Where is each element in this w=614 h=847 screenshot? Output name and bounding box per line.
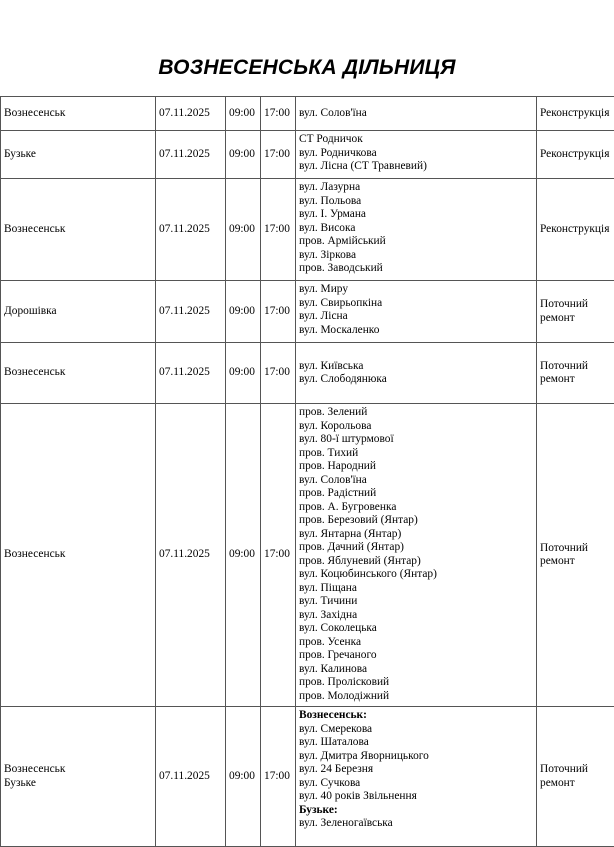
street-item: вул. Слободянюка — [299, 373, 533, 387]
start-time-cell: 09:00 — [226, 97, 261, 131]
date-cell: 07.11.2025 — [156, 179, 226, 281]
table-row — [1, 281, 614, 343]
street-item: Вознесенськ: — [299, 709, 533, 723]
street-item: вул. Коцюбинського (Янтар) — [299, 568, 533, 582]
settlement-cell — [1, 97, 156, 131]
street-item: пров. Гречаного — [299, 649, 533, 663]
street-item: вул. Соколецька — [299, 622, 533, 636]
start-time-cell: 09:00 — [226, 404, 261, 707]
start-time-cell: 09:00 — [226, 707, 261, 847]
street-item: пров. Народний — [299, 460, 533, 474]
street-item: вул. Шаталова — [299, 736, 533, 750]
end-time-cell: 17:00 — [261, 179, 296, 281]
work-type-cell: Поточний ремонт — [537, 707, 614, 847]
street-item: пров. Зелений — [299, 406, 533, 420]
street-item: вул. Піщана — [299, 582, 533, 596]
street-item: вул. Київська — [299, 360, 533, 374]
street-item: Бузьке: — [299, 804, 533, 818]
street-item: вул. Лісна — [299, 310, 533, 324]
streets-cell — [296, 97, 537, 131]
work-type-cell: Поточний ремонт — [537, 404, 614, 707]
street-item: вул. Лісна (СТ Травневий) — [299, 160, 533, 174]
street-item: вул. І. Урмана — [299, 208, 533, 222]
work-type-cell: Поточний ремонт — [537, 281, 614, 343]
streets-cell — [296, 707, 537, 847]
street-item: СТ Родничок — [299, 133, 533, 147]
street-item: вул. Дмитра Яворницького — [299, 750, 533, 764]
start-time-cell: 09:00 — [226, 281, 261, 343]
date-cell: 07.11.2025 — [156, 281, 226, 343]
settlement-name: Дорошівка — [4, 305, 152, 319]
streets-cell — [296, 404, 537, 707]
table-row — [1, 404, 614, 707]
end-time-cell: 17:00 — [261, 131, 296, 179]
street-item: пров. Усенка — [299, 636, 533, 650]
street-item: пров. Пролісковий — [299, 676, 533, 690]
street-item: вул. Москаленко — [299, 324, 533, 338]
settlement-cell — [1, 179, 156, 281]
street-item: пров. Радістний — [299, 487, 533, 501]
streets-cell — [296, 179, 537, 281]
settlement-name: Вознесенськ — [4, 223, 152, 237]
end-time-cell: 17:00 — [261, 404, 296, 707]
outage-schedule-table — [0, 96, 614, 847]
street-item: вул. Корольова — [299, 420, 533, 434]
street-item: вул. Янтарна (Янтар) — [299, 528, 533, 542]
table-row — [1, 131, 614, 179]
page-title: ВОЗНЕСЕНСЬКА ДІЛЬНИЦЯ — [0, 56, 614, 80]
street-item: вул. Зіркова — [299, 249, 533, 263]
work-type-cell: Реконструкція — [537, 179, 614, 281]
table-row — [1, 707, 614, 847]
settlement-cell — [1, 404, 156, 707]
work-type-cell: Реконструкція — [537, 131, 614, 179]
street-item: вул. Польова — [299, 195, 533, 209]
street-item: пров. Березовий (Янтар) — [299, 514, 533, 528]
street-item: пров. А. Бугровенка — [299, 501, 533, 515]
end-time-cell: 17:00 — [261, 97, 296, 131]
end-time-cell: 17:00 — [261, 707, 296, 847]
street-item: вул. Солов'їна — [299, 474, 533, 488]
street-item: пров. Дачний (Янтар) — [299, 541, 533, 555]
street-item: пров. Яблуневий (Янтар) — [299, 555, 533, 569]
street-item: пров. Тихий — [299, 447, 533, 461]
date-cell: 07.11.2025 — [156, 404, 226, 707]
work-type-cell: Поточний ремонт — [537, 343, 614, 404]
date-cell: 07.11.2025 — [156, 343, 226, 404]
table-row — [1, 179, 614, 281]
table-body — [1, 97, 614, 847]
street-item: пров. Заводський — [299, 262, 533, 276]
streets-cell — [296, 343, 537, 404]
street-item: вул. Родничкова — [299, 147, 533, 161]
date-cell: 07.11.2025 — [156, 97, 226, 131]
work-type-cell: Реконструкція — [537, 97, 614, 131]
settlement-name: Бузьке — [4, 777, 152, 791]
settlement-cell — [1, 131, 156, 179]
street-item: вул. Калинова — [299, 663, 533, 677]
settlement-cell — [1, 343, 156, 404]
street-item: пров. Армійський — [299, 235, 533, 249]
start-time-cell: 09:00 — [226, 131, 261, 179]
settlement-name: Вознесенськ — [4, 107, 152, 121]
street-item: вул. Західна — [299, 609, 533, 623]
start-time-cell: 09:00 — [226, 179, 261, 281]
start-time-cell: 09:00 — [226, 343, 261, 404]
street-item: вул. 24 Березня — [299, 763, 533, 777]
table-row — [1, 343, 614, 404]
streets-cell — [296, 131, 537, 179]
street-item: вул. Висока — [299, 222, 533, 236]
end-time-cell: 17:00 — [261, 343, 296, 404]
settlement-name: Вознесенськ — [4, 366, 152, 380]
settlement-name: Бузьке — [4, 148, 152, 162]
street-item: вул. Лазурна — [299, 181, 533, 195]
street-item: вул. 40 років Звільнення — [299, 790, 533, 804]
street-item: вул. Сучкова — [299, 777, 533, 791]
streets-cell — [296, 281, 537, 343]
date-cell: 07.11.2025 — [156, 131, 226, 179]
street-item: вул. Тичини — [299, 595, 533, 609]
settlement-name: Вознесенськ — [4, 763, 152, 777]
street-item: вул. 80-ї штурмової — [299, 433, 533, 447]
street-item: вул. Свирьопкіна — [299, 297, 533, 311]
street-item: вул. Миру — [299, 283, 533, 297]
settlement-cell — [1, 707, 156, 847]
street-item: пров. Молодіжний — [299, 690, 533, 704]
date-cell: 07.11.2025 — [156, 707, 226, 847]
table-row — [1, 97, 614, 131]
settlement-cell — [1, 281, 156, 343]
settlement-name: Вознесенськ — [4, 548, 152, 562]
end-time-cell: 17:00 — [261, 281, 296, 343]
street-item: вул. Зеленогаївська — [299, 817, 533, 831]
street-item: вул. Смерекова — [299, 723, 533, 737]
street-item: вул. Солов'їна — [299, 107, 533, 121]
